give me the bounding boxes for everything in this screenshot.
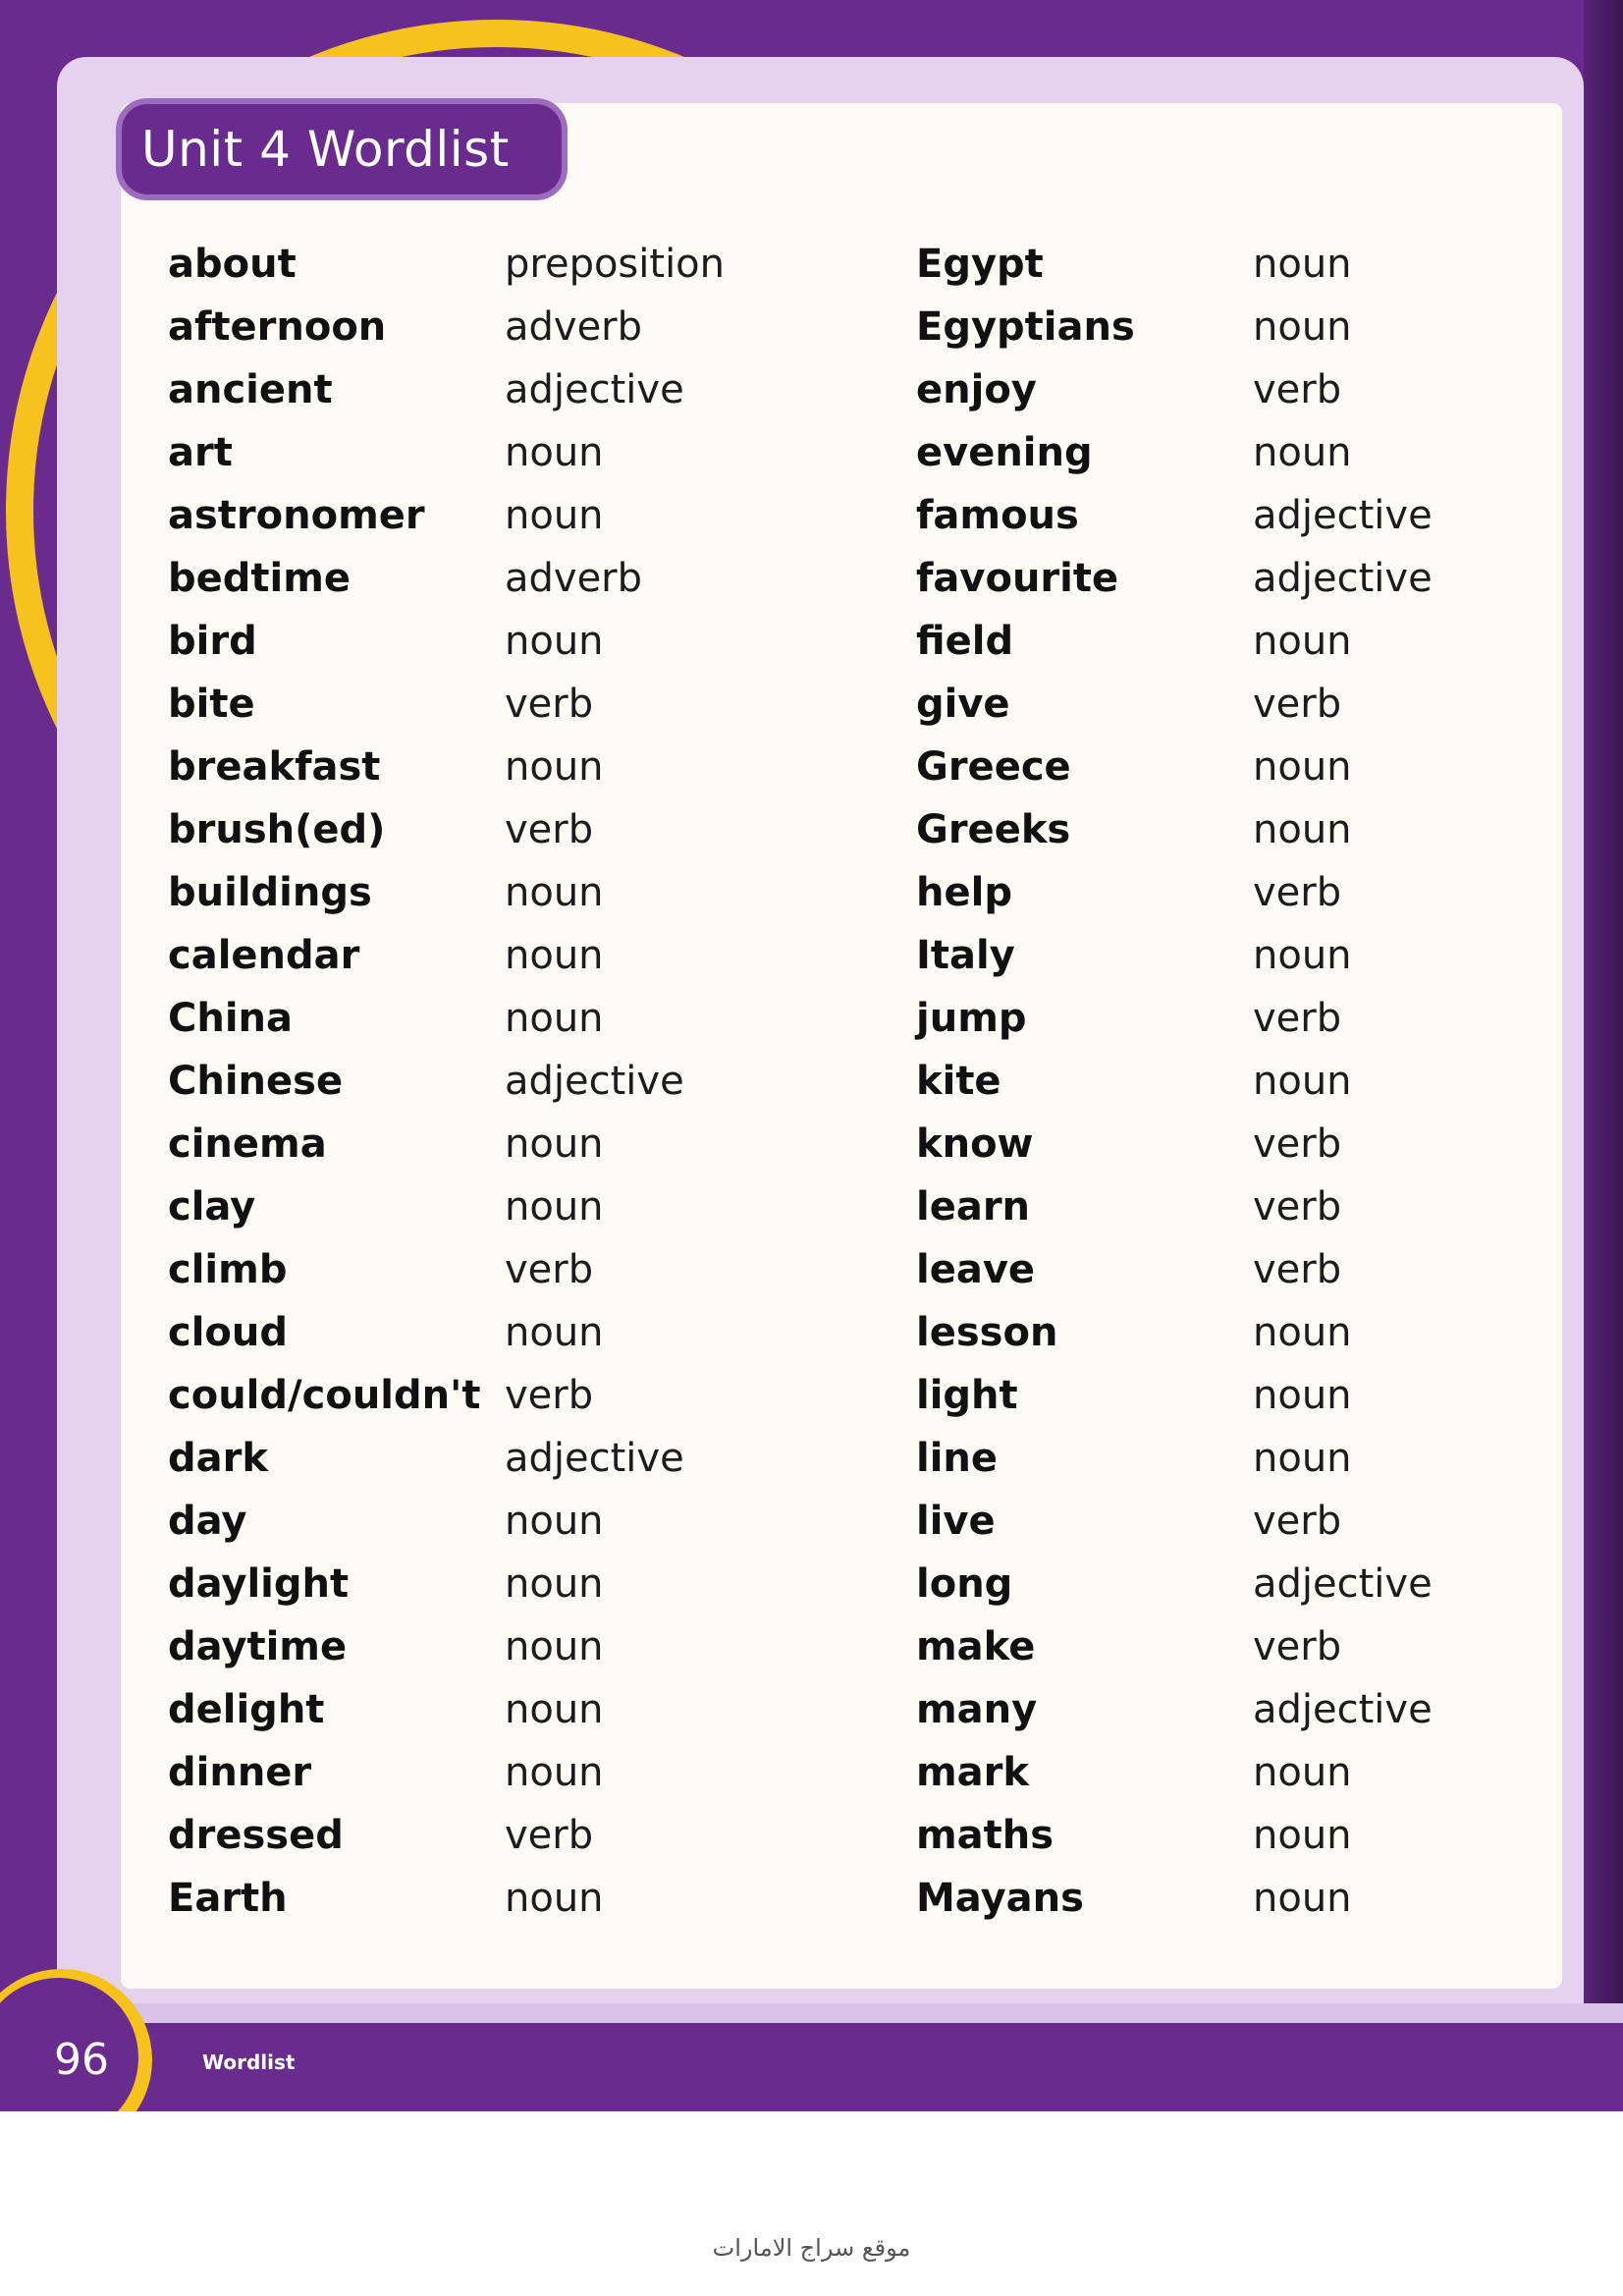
entry-part-of-speech: verb <box>1253 682 1342 727</box>
entry-part-of-speech: noun <box>1253 1813 1352 1858</box>
entry-word: buildings <box>168 870 372 915</box>
entry-word: famous <box>916 493 1079 538</box>
wordlist-entry <box>0 367 1623 422</box>
entry-word: Earth <box>168 1876 288 1921</box>
entry-word: bedtime <box>168 556 352 601</box>
entry-word: delight <box>168 1687 325 1732</box>
wordlist-entry <box>0 242 1623 297</box>
entry-part-of-speech: verb <box>505 1247 594 1292</box>
entry-part-of-speech: noun <box>505 1750 604 1795</box>
entry-part-of-speech: noun <box>505 493 604 538</box>
wordlist-entry <box>0 1310 1623 1365</box>
wordlist-entry <box>0 493 1623 548</box>
entry-part-of-speech: verb <box>505 682 594 727</box>
entry-part-of-speech: noun <box>1253 1373 1352 1418</box>
entry-word: China <box>168 996 294 1041</box>
entry-part-of-speech: adverb <box>505 556 643 601</box>
entry-part-of-speech: adverb <box>505 304 643 350</box>
entry-part-of-speech: adjective <box>505 1059 684 1104</box>
entry-word: bird <box>168 619 257 664</box>
entry-word: long <box>916 1561 1013 1607</box>
wordlist-entry <box>0 1121 1623 1176</box>
wordlist-entry <box>0 682 1623 737</box>
wordlist-entry <box>0 996 1623 1051</box>
entry-part-of-speech: noun <box>1253 619 1352 664</box>
entry-part-of-speech: noun <box>1253 1876 1352 1921</box>
entry-part-of-speech: noun <box>505 996 604 1041</box>
entry-word: Mayans <box>916 1876 1084 1921</box>
entry-part-of-speech: verb <box>1253 1499 1342 1544</box>
entry-word: field <box>916 619 1014 664</box>
entry-part-of-speech: noun <box>505 870 604 915</box>
entry-word: dressed <box>168 1813 344 1858</box>
bottom-caption: موقع سراج الامارات <box>712 2234 911 2262</box>
entry-word: Egypt <box>916 242 1044 287</box>
entry-word: clay <box>168 1184 256 1230</box>
entry-word: many <box>916 1687 1038 1732</box>
entry-part-of-speech: noun <box>505 1561 604 1607</box>
entry-part-of-speech: adjective <box>505 367 684 412</box>
wordlist-entry <box>0 807 1623 862</box>
page-title: Unit 4 Wordlist <box>141 121 510 178</box>
entry-word: cloud <box>168 1310 289 1355</box>
entry-part-of-speech: noun <box>505 1310 604 1355</box>
wordlist-entry <box>0 1750 1623 1805</box>
wordlist-entry <box>0 744 1623 799</box>
entry-part-of-speech: verb <box>1253 367 1342 412</box>
entry-part-of-speech: verb <box>1253 1184 1342 1230</box>
entry-word: day <box>168 1499 247 1544</box>
entry-part-of-speech: verb <box>1253 996 1342 1041</box>
entry-word: climb <box>168 1247 288 1292</box>
entry-part-of-speech: noun <box>1253 1436 1352 1481</box>
entry-word: enjoy <box>916 367 1037 412</box>
entry-word: calendar <box>168 933 360 978</box>
wordlist-entry <box>0 1876 1623 1931</box>
wordlist-entry <box>0 1561 1623 1616</box>
entry-part-of-speech: noun <box>505 744 604 790</box>
entry-part-of-speech: verb <box>505 1373 594 1418</box>
page-number: 96 <box>54 2035 109 2085</box>
entry-part-of-speech: noun <box>1253 1310 1352 1355</box>
entry-word: live <box>916 1499 996 1544</box>
entry-word: afternoon <box>168 304 387 350</box>
wordlist-entry <box>0 304 1623 359</box>
entry-part-of-speech: adjective <box>505 1436 684 1481</box>
entry-word: light <box>916 1373 1018 1418</box>
entry-part-of-speech: noun <box>1253 933 1352 978</box>
wordlist-entry <box>0 1687 1623 1742</box>
entry-word: cinema <box>168 1121 327 1167</box>
entry-word: favourite <box>916 556 1119 601</box>
entry-word: learn <box>916 1184 1031 1230</box>
entry-word: bite <box>168 682 255 727</box>
wordlist-entry <box>0 1373 1623 1428</box>
wordlist-entry <box>0 1436 1623 1491</box>
wordlist-entry <box>0 619 1623 674</box>
entry-part-of-speech: noun <box>1253 1750 1352 1795</box>
entry-word: dinner <box>168 1750 312 1795</box>
entry-part-of-speech: noun <box>1253 242 1352 287</box>
entry-part-of-speech: noun <box>1253 744 1352 790</box>
entry-part-of-speech: noun <box>505 1876 604 1921</box>
wordlist-entry <box>0 1499 1623 1554</box>
entry-part-of-speech: noun <box>505 1499 604 1544</box>
wordlist-entry <box>0 1184 1623 1239</box>
entry-word: astronomer <box>168 493 425 538</box>
entry-part-of-speech: preposition <box>505 242 726 287</box>
wordlist-entry <box>0 870 1623 925</box>
entry-word: daytime <box>168 1624 348 1669</box>
entry-part-of-speech: adjective <box>1253 1687 1433 1732</box>
entry-part-of-speech: verb <box>505 807 594 852</box>
entry-part-of-speech: adjective <box>1253 493 1433 538</box>
entry-part-of-speech: noun <box>505 933 604 978</box>
entry-part-of-speech: adjective <box>1253 1561 1433 1607</box>
entry-word: help <box>916 870 1012 915</box>
entry-part-of-speech: noun <box>1253 430 1352 475</box>
entry-part-of-speech: noun <box>505 1121 604 1167</box>
entry-part-of-speech: verb <box>1253 870 1342 915</box>
entry-word: art <box>168 430 233 475</box>
entry-word: Chinese <box>168 1059 344 1104</box>
entry-word: leave <box>916 1247 1036 1292</box>
entry-word: give <box>916 682 1010 727</box>
entry-part-of-speech: noun <box>1253 807 1352 852</box>
wordlist-entry <box>0 1247 1623 1302</box>
entry-word: jump <box>916 996 1027 1041</box>
entry-word: breakfast <box>168 744 381 790</box>
entry-word: daylight <box>168 1561 350 1607</box>
entry-part-of-speech: verb <box>505 1813 594 1858</box>
wordlist-entry <box>0 556 1623 611</box>
entry-part-of-speech: verb <box>1253 1624 1342 1669</box>
entry-word: Italy <box>916 933 1015 978</box>
entry-word: mark <box>916 1750 1029 1795</box>
entry-part-of-speech: noun <box>505 619 604 664</box>
entry-part-of-speech: verb <box>1253 1121 1342 1167</box>
entry-word: lesson <box>916 1310 1058 1355</box>
entry-part-of-speech: noun <box>505 1184 604 1230</box>
entry-word: dark <box>168 1436 268 1481</box>
entry-part-of-speech: noun <box>1253 304 1352 350</box>
entry-word: maths <box>916 1813 1055 1858</box>
wordlist-entry <box>0 1059 1623 1114</box>
entry-word: Egyptians <box>916 304 1135 350</box>
entry-word: Greeks <box>916 807 1071 852</box>
entry-word: know <box>916 1121 1034 1167</box>
wordlist-entry <box>0 1624 1623 1679</box>
entry-word: kite <box>916 1059 1001 1104</box>
entry-part-of-speech: noun <box>505 430 604 475</box>
wordlist-entry <box>0 933 1623 988</box>
entry-part-of-speech: verb <box>1253 1247 1342 1292</box>
entry-word: Greece <box>916 744 1071 790</box>
entry-word: about <box>168 242 297 287</box>
entry-part-of-speech: noun <box>1253 1059 1352 1104</box>
wordlist-entry <box>0 1813 1623 1868</box>
entry-word: ancient <box>168 367 333 412</box>
entry-part-of-speech: noun <box>505 1624 604 1669</box>
entry-word: make <box>916 1624 1036 1669</box>
wordlist-entry <box>0 430 1623 485</box>
entry-part-of-speech: noun <box>505 1687 604 1732</box>
entry-word: evening <box>916 430 1093 475</box>
entry-word: could/couldn't <box>168 1373 481 1418</box>
entry-word: line <box>916 1436 999 1481</box>
entry-word: brush(ed) <box>168 807 386 852</box>
footer-section-label: Wordlist <box>202 2050 296 2074</box>
entry-part-of-speech: adjective <box>1253 556 1433 601</box>
